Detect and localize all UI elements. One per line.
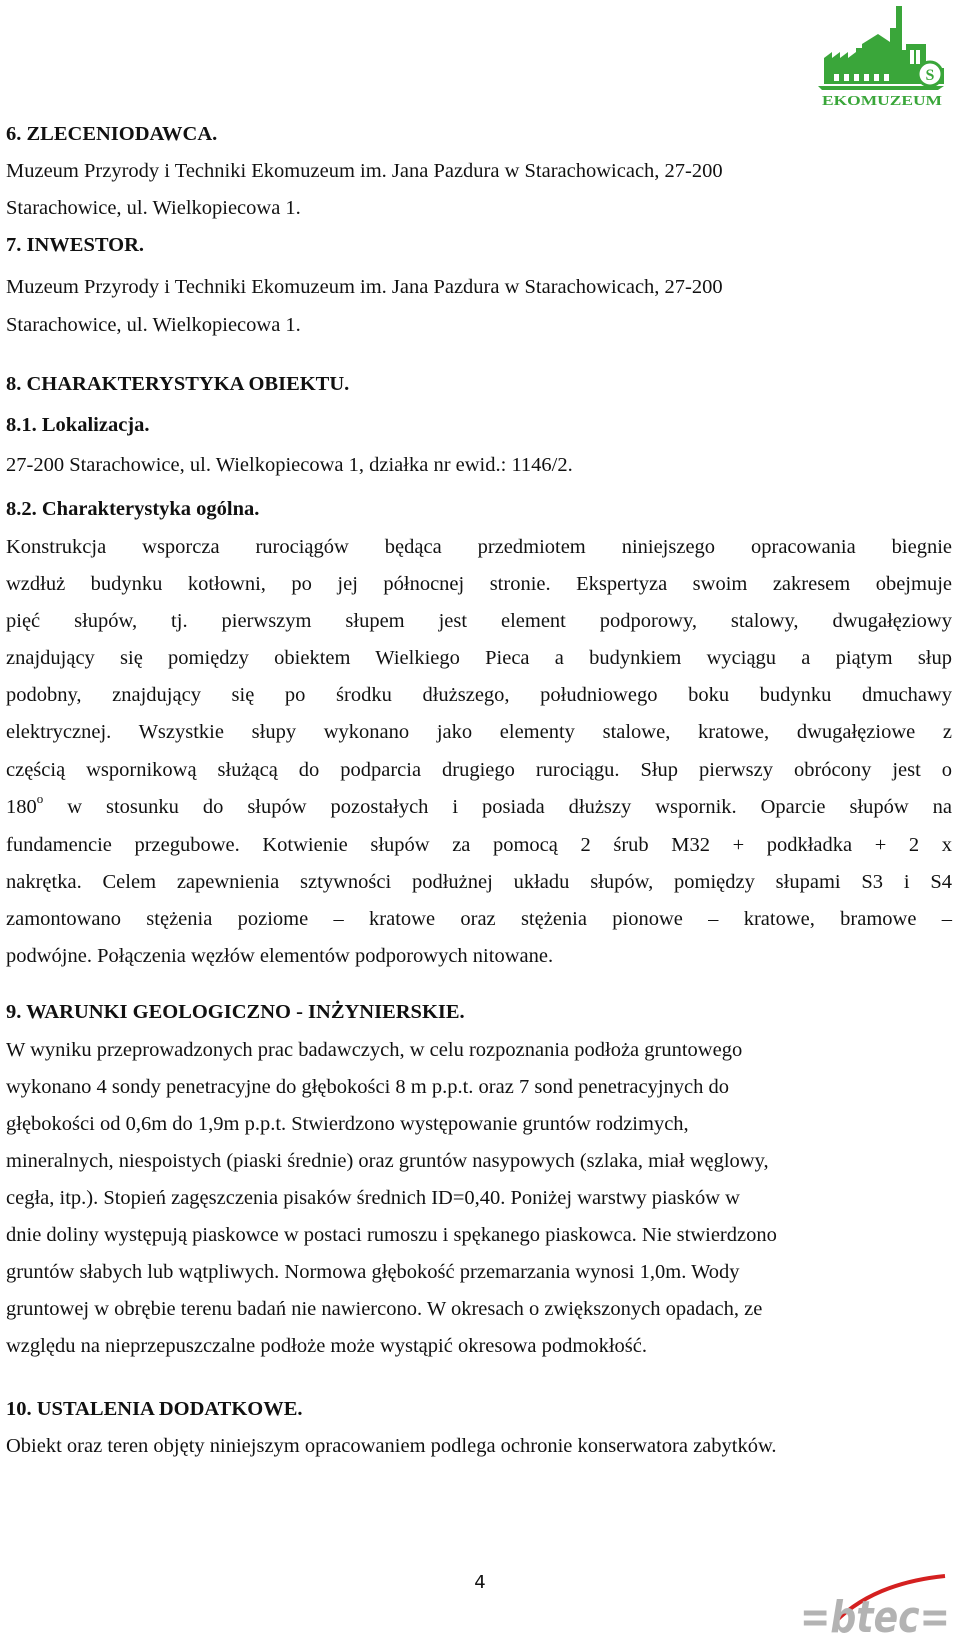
section-8-heading: 8. CHARAKTERYSTYKA OBIEKTU. — [6, 373, 350, 395]
section-8-2-line: podobny, znajdujący się po środku dłuższego, południowego boku budynku dmuchawy — [6, 684, 952, 706]
section-8-2-line: podwójne. Połączenia węzłów elementów podporowych nitowane. — [6, 945, 554, 967]
section-10-text: Obiekt oraz teren objęty niniejszym opracowaniem podlega ochronie konserwatora zabytków. — [6, 1435, 777, 1457]
section-6-line-1: Muzeum Przyrody i Techniki Ekomuzeum im. Jana Pazdura w Starachowicach, 27-200 — [6, 160, 723, 182]
section-9-line: dnie doliny występują piaskowce w postaci rumoszu i spękanego piaskowca. Nie stwierdzono — [6, 1224, 777, 1246]
section-8-2-line: wzdłuż budynku kotłowni, po jej północnej stronie. Ekspertyza swoim zakresem obejmuje — [6, 573, 952, 595]
section-10-heading: 10. USTALENIA DODATKOWE. — [6, 1398, 303, 1420]
btec-logo — [795, 1572, 955, 1638]
section-8-2-line: fundamencie przegubowe. Kotwienie słupów za pomocą 2 śrub M32 + podkładka + 2 x — [6, 834, 952, 856]
section-9-line: gruntowej w obrębie terenu badań nie nawiercono. W okresach o zwiększonych opadach, ze — [6, 1298, 763, 1320]
section-8-2-line: znajdujący się pomiędzy obiektem Wielkiego Pieca a budynkiem wyciągu a piątym słup — [6, 647, 952, 669]
svg-text:S: S — [925, 67, 935, 84]
section-8-2-heading: 8.2. Charakterystyka ogólna. — [6, 498, 260, 520]
section-8-1-text: 27-200 Starachowice, ul. Wielkopiecowa 1, działka nr ewid.: 1146/2. — [6, 454, 573, 476]
degree-value: 180 — [6, 796, 37, 818]
section-7-line-1: Muzeum Przyrody i Techniki Ekomuzeum im. Jana Pazdura w Starachowicach, 27-200 — [6, 276, 723, 298]
section-8-2-line: zamontowano stężenia poziome – kratowe oraz stężenia pionowe – kratowe, bramowe – — [6, 908, 952, 930]
section-8-2-degree-line — [6, 791, 952, 819]
section-9-line: W wyniku przeprowadzonych prac badawczych, w celu rozpoznania podłoża gruntowego — [6, 1039, 743, 1061]
section-6-heading: 6. ZLECENIODAWCA. — [6, 123, 218, 145]
section-9-line: gruntów słabych lub wątpliwych. Normowa głębokość przemarzania wynosi 1,0m. Wody — [6, 1261, 740, 1283]
section-9-line: względu na nieprzepuszczalne podłoże może wystąpić okresowa podmokłość. — [6, 1335, 647, 1357]
section-8-2-line: Konstrukcja wsporcza rurociągów będąca przedmiotem niniejszego opracowania biegnie — [6, 536, 952, 558]
section-9-line: mineralnych, niespoistych (piaski średnie) oraz gruntów nasypowych (szlaka, miał węglowy, — [6, 1150, 769, 1172]
ekomuzeum-logo-text: EKOMUZEUM — [822, 93, 943, 108]
section-8-2-line: pięć słupów, tj. pierwszym słupem jest element podporowy, stalowy, dwugałęziowy — [6, 610, 952, 632]
btec-logo-text: =btec= — [800, 1592, 950, 1638]
degree-symbol: o — [36, 791, 44, 807]
section-9-line: głębokości od 0,6m do 1,9m p.p.t. Stwierdzono występowanie gruntów rodzimych, — [6, 1113, 689, 1135]
section-8-2-line: nakrętka. Celem zapewnienia sztywności podłużnej układu słupów, pomiędzy słupami S3 i S4 — [6, 871, 952, 893]
ekomuzeum-logo — [818, 4, 948, 108]
section-7-line-2: Starachowice, ul. Wielkopiecowa 1. — [6, 314, 301, 336]
section-8-2-line: częścią wspornikową służącą do podparcia drugiego rurociągu. Słup pierwszy obrócony jest o — [6, 759, 952, 781]
section-9-line: wykonano 4 sondy penetracyjne do głębokości 8 m p.p.t. oraz 7 sond penetracyjnych do — [6, 1076, 730, 1098]
section-9-heading: 9. WARUNKI GEOLOGICZNO - INŻYNIERSKIE. — [6, 1001, 465, 1023]
section-8-2-line: elektrycznej. Wszystkie słupy wykonano jako elementy stalowe, kratowe, dwugałęziowe z — [6, 721, 952, 743]
section-9-line: cegła, itp.). Stopień zagęszczenia pisaków średnich ID=0,40. Poniżej warstwy piasków w — [6, 1187, 740, 1209]
section-8-1-heading: 8.1. Lokalizacja. — [6, 414, 150, 436]
section-6-line-2: Starachowice, ul. Wielkopiecowa 1. — [6, 197, 301, 219]
degree-line-rest: w stosunku do słupów pozostałych i posiada dłuższy wspornik. Oparcie słupów na — [43, 796, 952, 818]
page-number: 4 — [474, 1572, 486, 1593]
section-7-heading: 7. INWESTOR. — [6, 234, 145, 256]
